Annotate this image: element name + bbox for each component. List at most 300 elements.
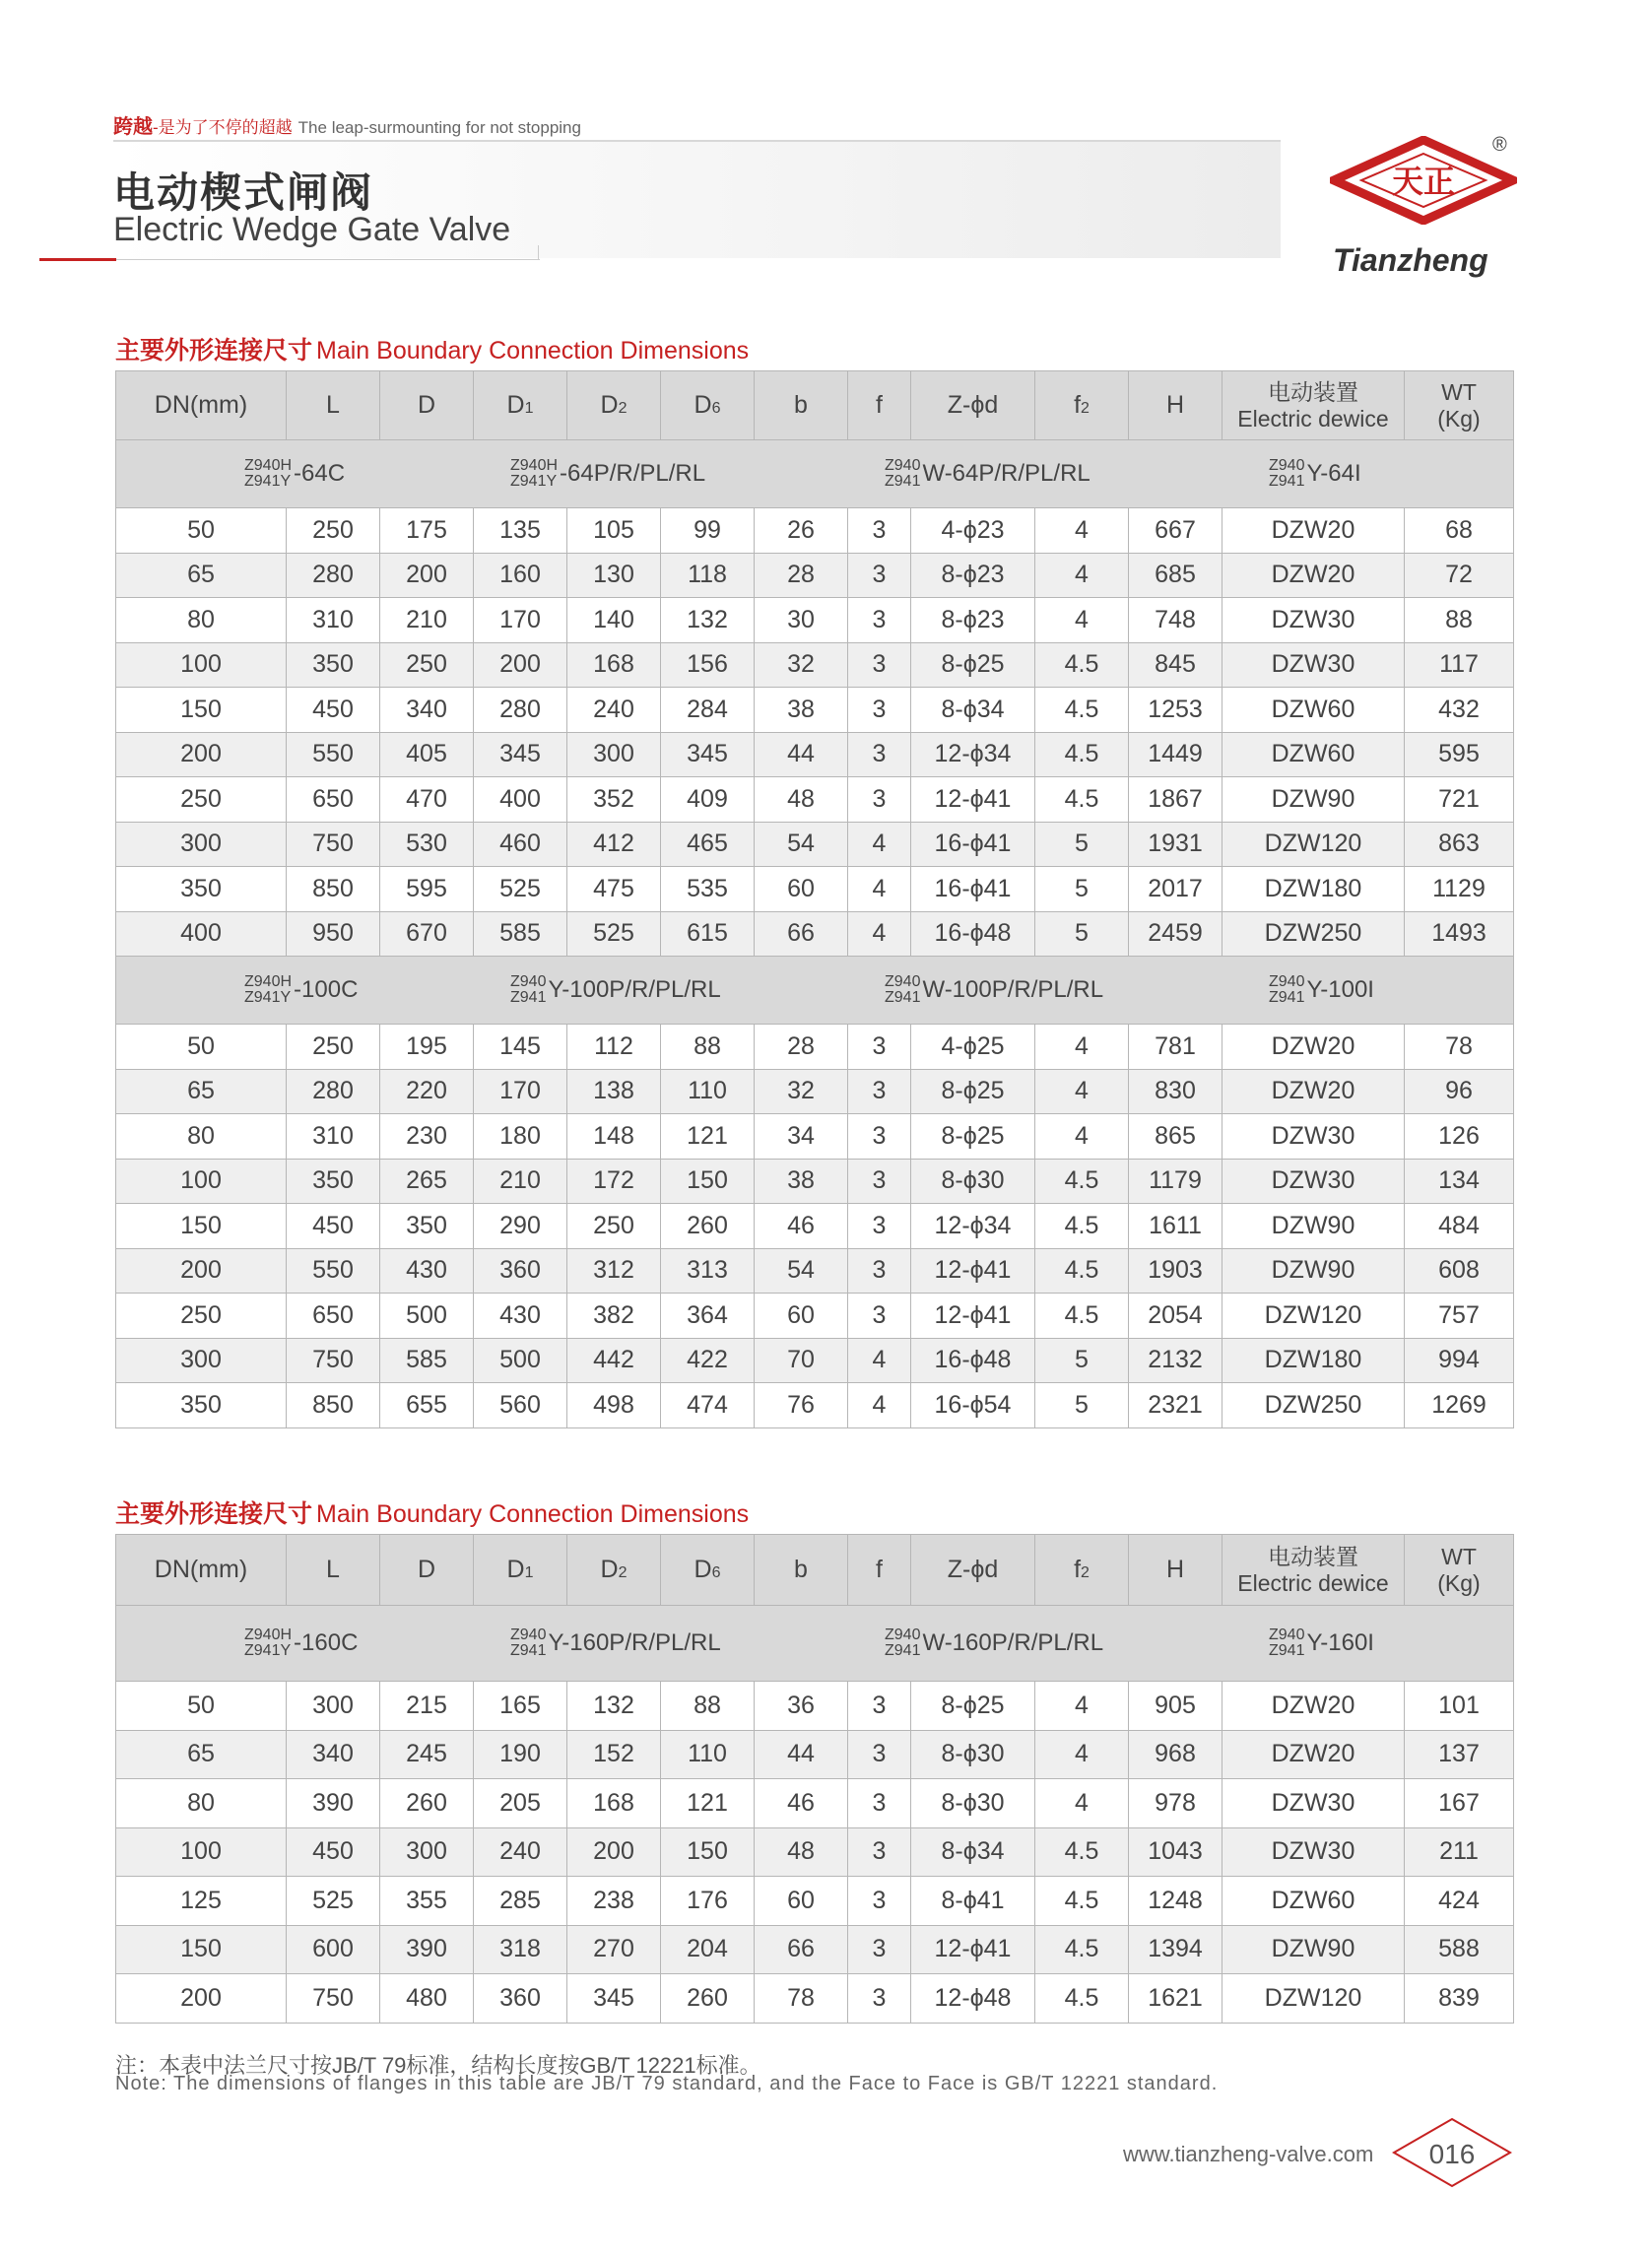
model-code <box>1269 1627 1374 1659</box>
model-code-variants <box>1269 458 1304 490</box>
cell-dn: 50 <box>116 1025 287 1070</box>
model-code-suffix: Y-160P/R/PL/RL <box>548 1629 721 1656</box>
cell-d2: 148 <box>567 1114 661 1160</box>
model-code-suffix: Y-160I <box>1306 1629 1374 1656</box>
cell-f: 3 <box>848 1248 911 1294</box>
cell-d2: 200 <box>567 1827 661 1877</box>
cell-h: 1394 <box>1129 1925 1222 1974</box>
cell-d: 595 <box>380 867 474 912</box>
title-underline-tick <box>538 245 539 260</box>
cell-d2: 412 <box>567 822 661 867</box>
cell-weight: 1129 <box>1405 867 1514 912</box>
cell-d: 500 <box>380 1294 474 1339</box>
col-d1-header <box>474 371 567 440</box>
cell-h: 781 <box>1129 1025 1222 1070</box>
model-codes-wrap <box>116 1606 1513 1681</box>
cell-z-phi-d: 8-ϕ34 <box>911 688 1035 733</box>
cell-z-phi-d: 12-ϕ41 <box>911 1925 1035 1974</box>
cell-l: 550 <box>287 1248 380 1294</box>
col-electric-header <box>1222 371 1405 440</box>
cell-b: 36 <box>755 1682 848 1731</box>
model-code-variants <box>1269 1627 1304 1659</box>
cell-weight: 137 <box>1405 1730 1514 1779</box>
cell-h: 830 <box>1129 1069 1222 1114</box>
table-row <box>116 1827 1514 1877</box>
brand-name: Tianzheng <box>1333 242 1488 278</box>
col-d6-symbol: D <box>694 1556 712 1583</box>
model-code <box>1269 974 1374 1006</box>
page-title-cn: 电动楔式闸阀 <box>113 169 374 216</box>
col-f2-symbol: f <box>1074 1556 1082 1583</box>
model-code-bottom: Z941 <box>885 1642 921 1659</box>
model-code-top: Z940H <box>244 457 293 474</box>
cell-h: 2017 <box>1129 867 1222 912</box>
model-code-bottom: Z941Y <box>244 989 292 1006</box>
cell-d2: 138 <box>567 1069 661 1114</box>
col-d2-symbol: D <box>600 1556 619 1583</box>
cell-h: 667 <box>1129 508 1222 554</box>
cell-weight: 757 <box>1405 1294 1514 1339</box>
cell-b: 28 <box>755 553 848 598</box>
col-d6-symbol: D <box>694 391 712 419</box>
cell-b: 46 <box>755 1204 848 1249</box>
cell-d: 265 <box>380 1159 474 1204</box>
cell-h: 978 <box>1129 1779 1222 1828</box>
cell-d2: 498 <box>567 1383 661 1428</box>
col-d6-subscript: 6 <box>711 400 721 417</box>
cell-d2: 250 <box>567 1204 661 1249</box>
cell-l: 450 <box>287 688 380 733</box>
cell-electric-device: DZW20 <box>1222 508 1405 554</box>
cell-d6: 284 <box>661 688 755 733</box>
registered-mark: ® <box>1492 134 1507 156</box>
cell-l: 950 <box>287 911 380 957</box>
cell-d1: 135 <box>474 508 567 554</box>
cell-b: 38 <box>755 688 848 733</box>
page-title-en: Electric Wedge Gate Valve <box>113 211 511 248</box>
cell-weight: 126 <box>1405 1114 1514 1160</box>
table-row <box>116 642 1514 688</box>
model-code-suffix: -64C <box>294 460 346 487</box>
cell-dn: 65 <box>116 1069 287 1114</box>
col-wt-line2: (Kg) <box>1437 1569 1481 1596</box>
model-row <box>116 957 1514 1025</box>
cell-d2: 442 <box>567 1338 661 1383</box>
cell-b: 78 <box>755 1974 848 2024</box>
model-code-variants <box>510 458 558 490</box>
cell-z-phi-d: 12-ϕ41 <box>911 1294 1035 1339</box>
cell-b: 38 <box>755 1159 848 1204</box>
model-code-bottom: Z941 <box>885 989 921 1006</box>
col-d2-subscript: 2 <box>618 1564 628 1581</box>
cell-dn: 250 <box>116 777 287 823</box>
cell-f: 4 <box>848 1383 911 1428</box>
col-d2-header <box>567 1535 661 1606</box>
cell-electric-device: DZW90 <box>1222 1204 1405 1249</box>
cell-z-phi-d: 12-ϕ41 <box>911 1248 1035 1294</box>
cell-f: 3 <box>848 1114 911 1160</box>
cell-d6: 156 <box>661 642 755 688</box>
cell-electric-device: DZW120 <box>1222 1974 1405 2024</box>
page-number-badge <box>1391 2116 1513 2189</box>
cell-z-phi-d: 16-ϕ41 <box>911 822 1035 867</box>
cell-electric-device: DZW20 <box>1222 1025 1405 1070</box>
cell-d6: 409 <box>661 777 755 823</box>
cell-electric-device: DZW30 <box>1222 1159 1405 1204</box>
cell-dn: 350 <box>116 1383 287 1428</box>
cell-weight: 96 <box>1405 1069 1514 1114</box>
cell-weight: 839 <box>1405 1974 1514 2024</box>
cell-h: 1248 <box>1129 1877 1222 1926</box>
cell-d: 245 <box>380 1730 474 1779</box>
brand-tagline <box>113 110 581 139</box>
cell-electric-device: DZW20 <box>1222 1730 1405 1779</box>
cell-weight: 432 <box>1405 688 1514 733</box>
cell-weight: 424 <box>1405 1877 1514 1926</box>
table-row <box>116 688 1514 733</box>
cell-h: 1931 <box>1129 822 1222 867</box>
model-code-variants <box>885 1627 920 1659</box>
cell-d6: 110 <box>661 1730 755 1779</box>
table2-body <box>116 1535 1514 2024</box>
cell-dn: 350 <box>116 867 287 912</box>
cell-d1: 180 <box>474 1114 567 1160</box>
cell-z-phi-d: 16-ϕ41 <box>911 867 1035 912</box>
cell-f2: 4.5 <box>1035 1159 1129 1204</box>
cell-dn: 200 <box>116 1974 287 2024</box>
cell-electric-device: DZW20 <box>1222 553 1405 598</box>
website-link[interactable]: www.tianzheng-valve.com <box>1123 2142 1374 2166</box>
cell-dn: 80 <box>116 598 287 643</box>
cell-l: 750 <box>287 1974 380 2024</box>
table-row <box>116 553 1514 598</box>
model-code <box>510 974 721 1006</box>
cell-electric-device: DZW60 <box>1222 732 1405 777</box>
model-code-bottom: Z941Y <box>244 1642 292 1659</box>
model-code-suffix: W-160P/R/PL/RL <box>922 1629 1104 1656</box>
cell-b: 60 <box>755 1294 848 1339</box>
cell-d2: 238 <box>567 1877 661 1926</box>
cell-b: 60 <box>755 1877 848 1926</box>
model-code <box>510 458 705 490</box>
cell-l: 310 <box>287 598 380 643</box>
cell-electric-device: DZW180 <box>1222 867 1405 912</box>
cell-h: 1043 <box>1129 1827 1222 1877</box>
cell-f: 3 <box>848 1025 911 1070</box>
model-code <box>244 1627 358 1659</box>
col-f2-subscript: 2 <box>1081 1564 1090 1581</box>
cell-dn: 100 <box>116 642 287 688</box>
cell-l: 390 <box>287 1779 380 1828</box>
cell-l: 650 <box>287 1294 380 1339</box>
cell-f: 3 <box>848 1069 911 1114</box>
col-d2-header <box>567 371 661 440</box>
cell-d2: 352 <box>567 777 661 823</box>
cell-l: 350 <box>287 1159 380 1204</box>
cell-h: 1449 <box>1129 732 1222 777</box>
cell-h: 905 <box>1129 1682 1222 1731</box>
cell-l: 750 <box>287 822 380 867</box>
model-code-top: Z940 <box>510 1626 547 1643</box>
cell-z-phi-d: 8-ϕ34 <box>911 1827 1035 1877</box>
cell-d: 220 <box>380 1069 474 1114</box>
cell-d1: 280 <box>474 688 567 733</box>
cell-d6: 132 <box>661 598 755 643</box>
cell-d1: 460 <box>474 822 567 867</box>
model-code <box>510 1627 721 1659</box>
cell-weight: 167 <box>1405 1779 1514 1828</box>
cell-d6: 260 <box>661 1974 755 2024</box>
cell-f: 3 <box>848 688 911 733</box>
model-code-bottom: Z941 <box>1269 473 1305 490</box>
cell-d2: 105 <box>567 508 661 554</box>
model-codes-wrap <box>116 440 1513 507</box>
col-d1-symbol: D <box>506 391 525 419</box>
cell-b: 44 <box>755 1730 848 1779</box>
cell-l: 280 <box>287 1069 380 1114</box>
dimensions-table-1 <box>115 370 1514 1428</box>
col-d2-subscript: 2 <box>618 400 628 417</box>
cell-electric-device: DZW30 <box>1222 1114 1405 1160</box>
col-f2-symbol: f <box>1074 391 1082 419</box>
cell-dn: 65 <box>116 1730 287 1779</box>
col-electric-line2: Electric dewice <box>1237 1569 1389 1596</box>
model-code-top: Z940H <box>244 1626 293 1643</box>
cell-d6: 422 <box>661 1338 755 1383</box>
title-accent-rule <box>39 258 116 261</box>
cell-weight: 211 <box>1405 1827 1514 1877</box>
cell-f2: 4.5 <box>1035 732 1129 777</box>
model-code-variants <box>510 974 546 1006</box>
cell-d6: 535 <box>661 867 755 912</box>
cell-f: 3 <box>848 508 911 554</box>
cell-b: 32 <box>755 1069 848 1114</box>
cell-l: 280 <box>287 553 380 598</box>
cell-z-phi-d: 16-ϕ48 <box>911 1338 1035 1383</box>
cell-f2: 5 <box>1035 1383 1129 1428</box>
cell-f2: 4 <box>1035 1025 1129 1070</box>
tagline-en: The leap-surmounting for not stopping <box>297 118 581 137</box>
cell-f2: 4.5 <box>1035 1294 1129 1339</box>
cell-f: 3 <box>848 1294 911 1339</box>
cell-d: 340 <box>380 688 474 733</box>
cell-f2: 4.5 <box>1035 642 1129 688</box>
cell-d6: 465 <box>661 822 755 867</box>
col-h-header: H <box>1129 1535 1222 1606</box>
cell-electric-device: DZW20 <box>1222 1069 1405 1114</box>
cell-d1: 170 <box>474 598 567 643</box>
cell-f: 4 <box>848 911 911 957</box>
col-b-header: b <box>755 1535 848 1606</box>
cell-h: 1253 <box>1129 688 1222 733</box>
cell-d6: 121 <box>661 1114 755 1160</box>
cell-d1: 145 <box>474 1025 567 1070</box>
cell-f: 3 <box>848 1974 911 2024</box>
cell-d6: 313 <box>661 1248 755 1294</box>
cell-d: 470 <box>380 777 474 823</box>
dimensions-table-2 <box>115 1534 1514 2024</box>
cell-z-phi-d: 8-ϕ25 <box>911 1114 1035 1160</box>
cell-dn: 150 <box>116 688 287 733</box>
cell-weight: 134 <box>1405 1159 1514 1204</box>
cell-h: 2321 <box>1129 1383 1222 1428</box>
cell-d1: 170 <box>474 1069 567 1114</box>
cell-d2: 132 <box>567 1682 661 1731</box>
cell-d: 585 <box>380 1338 474 1383</box>
cell-f: 3 <box>848 1925 911 1974</box>
cell-d1: 585 <box>474 911 567 957</box>
cell-f: 3 <box>848 732 911 777</box>
model-code-variants <box>1269 974 1304 1006</box>
cell-l: 850 <box>287 1383 380 1428</box>
header-row <box>116 371 1514 440</box>
note-en: Note: The dimensions of flanges in this table are JB/T 79 standard, and the Face to Face is GB/T 12221 standard. <box>115 2073 1219 2094</box>
cell-f2: 4 <box>1035 553 1129 598</box>
cell-weight: 595 <box>1405 732 1514 777</box>
col-f2-subscript: 2 <box>1081 400 1090 417</box>
model-codes <box>116 957 1514 1025</box>
model-code <box>885 1627 1103 1659</box>
cell-d6: 118 <box>661 553 755 598</box>
cell-z-phi-d: 8-ϕ30 <box>911 1159 1035 1204</box>
cell-d: 300 <box>380 1827 474 1877</box>
cell-f2: 5 <box>1035 822 1129 867</box>
cell-d: 230 <box>380 1114 474 1160</box>
cell-dn: 80 <box>116 1114 287 1160</box>
cell-f2: 4.5 <box>1035 1827 1129 1877</box>
cell-d6: 260 <box>661 1204 755 1249</box>
col-l-header: L <box>287 1535 380 1606</box>
model-code-suffix: W-64P/R/PL/RL <box>922 460 1090 487</box>
table-row <box>116 1974 1514 2024</box>
model-code-suffix: Y-64I <box>1306 460 1361 487</box>
col-f2-header <box>1035 371 1129 440</box>
cell-d1: 318 <box>474 1925 567 1974</box>
cell-b: 48 <box>755 777 848 823</box>
model-code-top: Z940 <box>885 457 921 474</box>
table-row <box>116 777 1514 823</box>
cell-d1: 430 <box>474 1294 567 1339</box>
cell-z-phi-d: 12-ϕ34 <box>911 732 1035 777</box>
cell-dn: 200 <box>116 732 287 777</box>
model-code-top: Z940 <box>510 973 547 990</box>
cell-d: 250 <box>380 642 474 688</box>
model-code-variants <box>885 458 920 490</box>
header-row <box>116 1535 1514 1606</box>
cell-electric-device: DZW250 <box>1222 1383 1405 1428</box>
cell-dn: 100 <box>116 1827 287 1877</box>
logo-cn: 天正 <box>1391 163 1456 200</box>
cell-z-phi-d: 8-ϕ30 <box>911 1730 1035 1779</box>
cell-h: 1867 <box>1129 777 1222 823</box>
cell-d6: 345 <box>661 732 755 777</box>
cell-h: 748 <box>1129 598 1222 643</box>
model-code-bottom: Z941 <box>885 473 921 490</box>
model-code-top: Z940 <box>885 973 921 990</box>
table-row <box>116 1925 1514 1974</box>
cell-d: 260 <box>380 1779 474 1828</box>
cell-b: 70 <box>755 1338 848 1383</box>
cell-dn: 150 <box>116 1925 287 1974</box>
cell-z-phi-d: 4-ϕ25 <box>911 1025 1035 1070</box>
cell-z-phi-d: 12-ϕ48 <box>911 1974 1035 2024</box>
cell-d2: 168 <box>567 642 661 688</box>
col-b-header: b <box>755 371 848 440</box>
cell-d2: 168 <box>567 1779 661 1828</box>
cell-d: 210 <box>380 598 474 643</box>
col-electric-header <box>1222 1535 1405 1606</box>
cell-h: 845 <box>1129 642 1222 688</box>
cell-f2: 4 <box>1035 1069 1129 1114</box>
cell-d: 350 <box>380 1204 474 1249</box>
cell-dn: 300 <box>116 1338 287 1383</box>
cell-l: 525 <box>287 1877 380 1926</box>
cell-d2: 312 <box>567 1248 661 1294</box>
cell-h: 2054 <box>1129 1294 1222 1339</box>
col-wt-header <box>1405 371 1514 440</box>
table-row <box>116 1338 1514 1383</box>
cell-z-phi-d: 8-ϕ23 <box>911 553 1035 598</box>
table-row <box>116 1114 1514 1160</box>
cell-z-phi-d: 12-ϕ34 <box>911 1204 1035 1249</box>
cell-l: 600 <box>287 1925 380 1974</box>
cell-d2: 130 <box>567 553 661 598</box>
cell-d1: 360 <box>474 1974 567 2024</box>
model-code-top: Z940 <box>1269 1626 1305 1643</box>
cell-f2: 4.5 <box>1035 1204 1129 1249</box>
cell-d: 430 <box>380 1248 474 1294</box>
cell-b: 26 <box>755 508 848 554</box>
cell-f: 3 <box>848 598 911 643</box>
cell-d2: 172 <box>567 1159 661 1204</box>
model-code-suffix: Y-100P/R/PL/RL <box>548 976 721 1003</box>
col-wt-line1: WT <box>1441 1544 1477 1570</box>
col-electric-line2: Electric dewice <box>1237 405 1389 431</box>
cell-d2: 152 <box>567 1730 661 1779</box>
cell-d1: 525 <box>474 867 567 912</box>
col-d1-header <box>474 1535 567 1606</box>
col-dn-header: DN(mm) <box>116 371 287 440</box>
col-l-header: L <box>287 371 380 440</box>
cell-z-phi-d: 8-ϕ30 <box>911 1779 1035 1828</box>
cell-b: 46 <box>755 1779 848 1828</box>
cell-d6: 474 <box>661 1383 755 1428</box>
table-row <box>116 1248 1514 1294</box>
cell-d6: 99 <box>661 508 755 554</box>
cell-f: 3 <box>848 1204 911 1249</box>
cell-f2: 4 <box>1035 1779 1129 1828</box>
cell-l: 850 <box>287 867 380 912</box>
note-cn: 注：本表中法兰尺寸按JB/T 79标准，结构长度按GB/T 12221标准。 <box>115 2053 761 2078</box>
cell-d1: 360 <box>474 1248 567 1294</box>
table-row <box>116 1383 1514 1428</box>
tagline-strong: 跨越 <box>113 116 153 138</box>
cell-dn: 50 <box>116 508 287 554</box>
col-d6-header <box>661 371 755 440</box>
cell-dn: 50 <box>116 1682 287 1731</box>
table-row <box>116 1730 1514 1779</box>
cell-electric-device: DZW60 <box>1222 1877 1405 1926</box>
cell-d6: 88 <box>661 1025 755 1070</box>
cell-weight: 101 <box>1405 1682 1514 1731</box>
cell-f: 3 <box>848 1779 911 1828</box>
cell-weight: 1269 <box>1405 1383 1514 1428</box>
cell-d1: 210 <box>474 1159 567 1204</box>
table-row <box>116 1069 1514 1114</box>
col-f-header: f <box>848 371 911 440</box>
cell-l: 450 <box>287 1827 380 1877</box>
model-code-bottom: Z941 <box>1269 989 1305 1006</box>
